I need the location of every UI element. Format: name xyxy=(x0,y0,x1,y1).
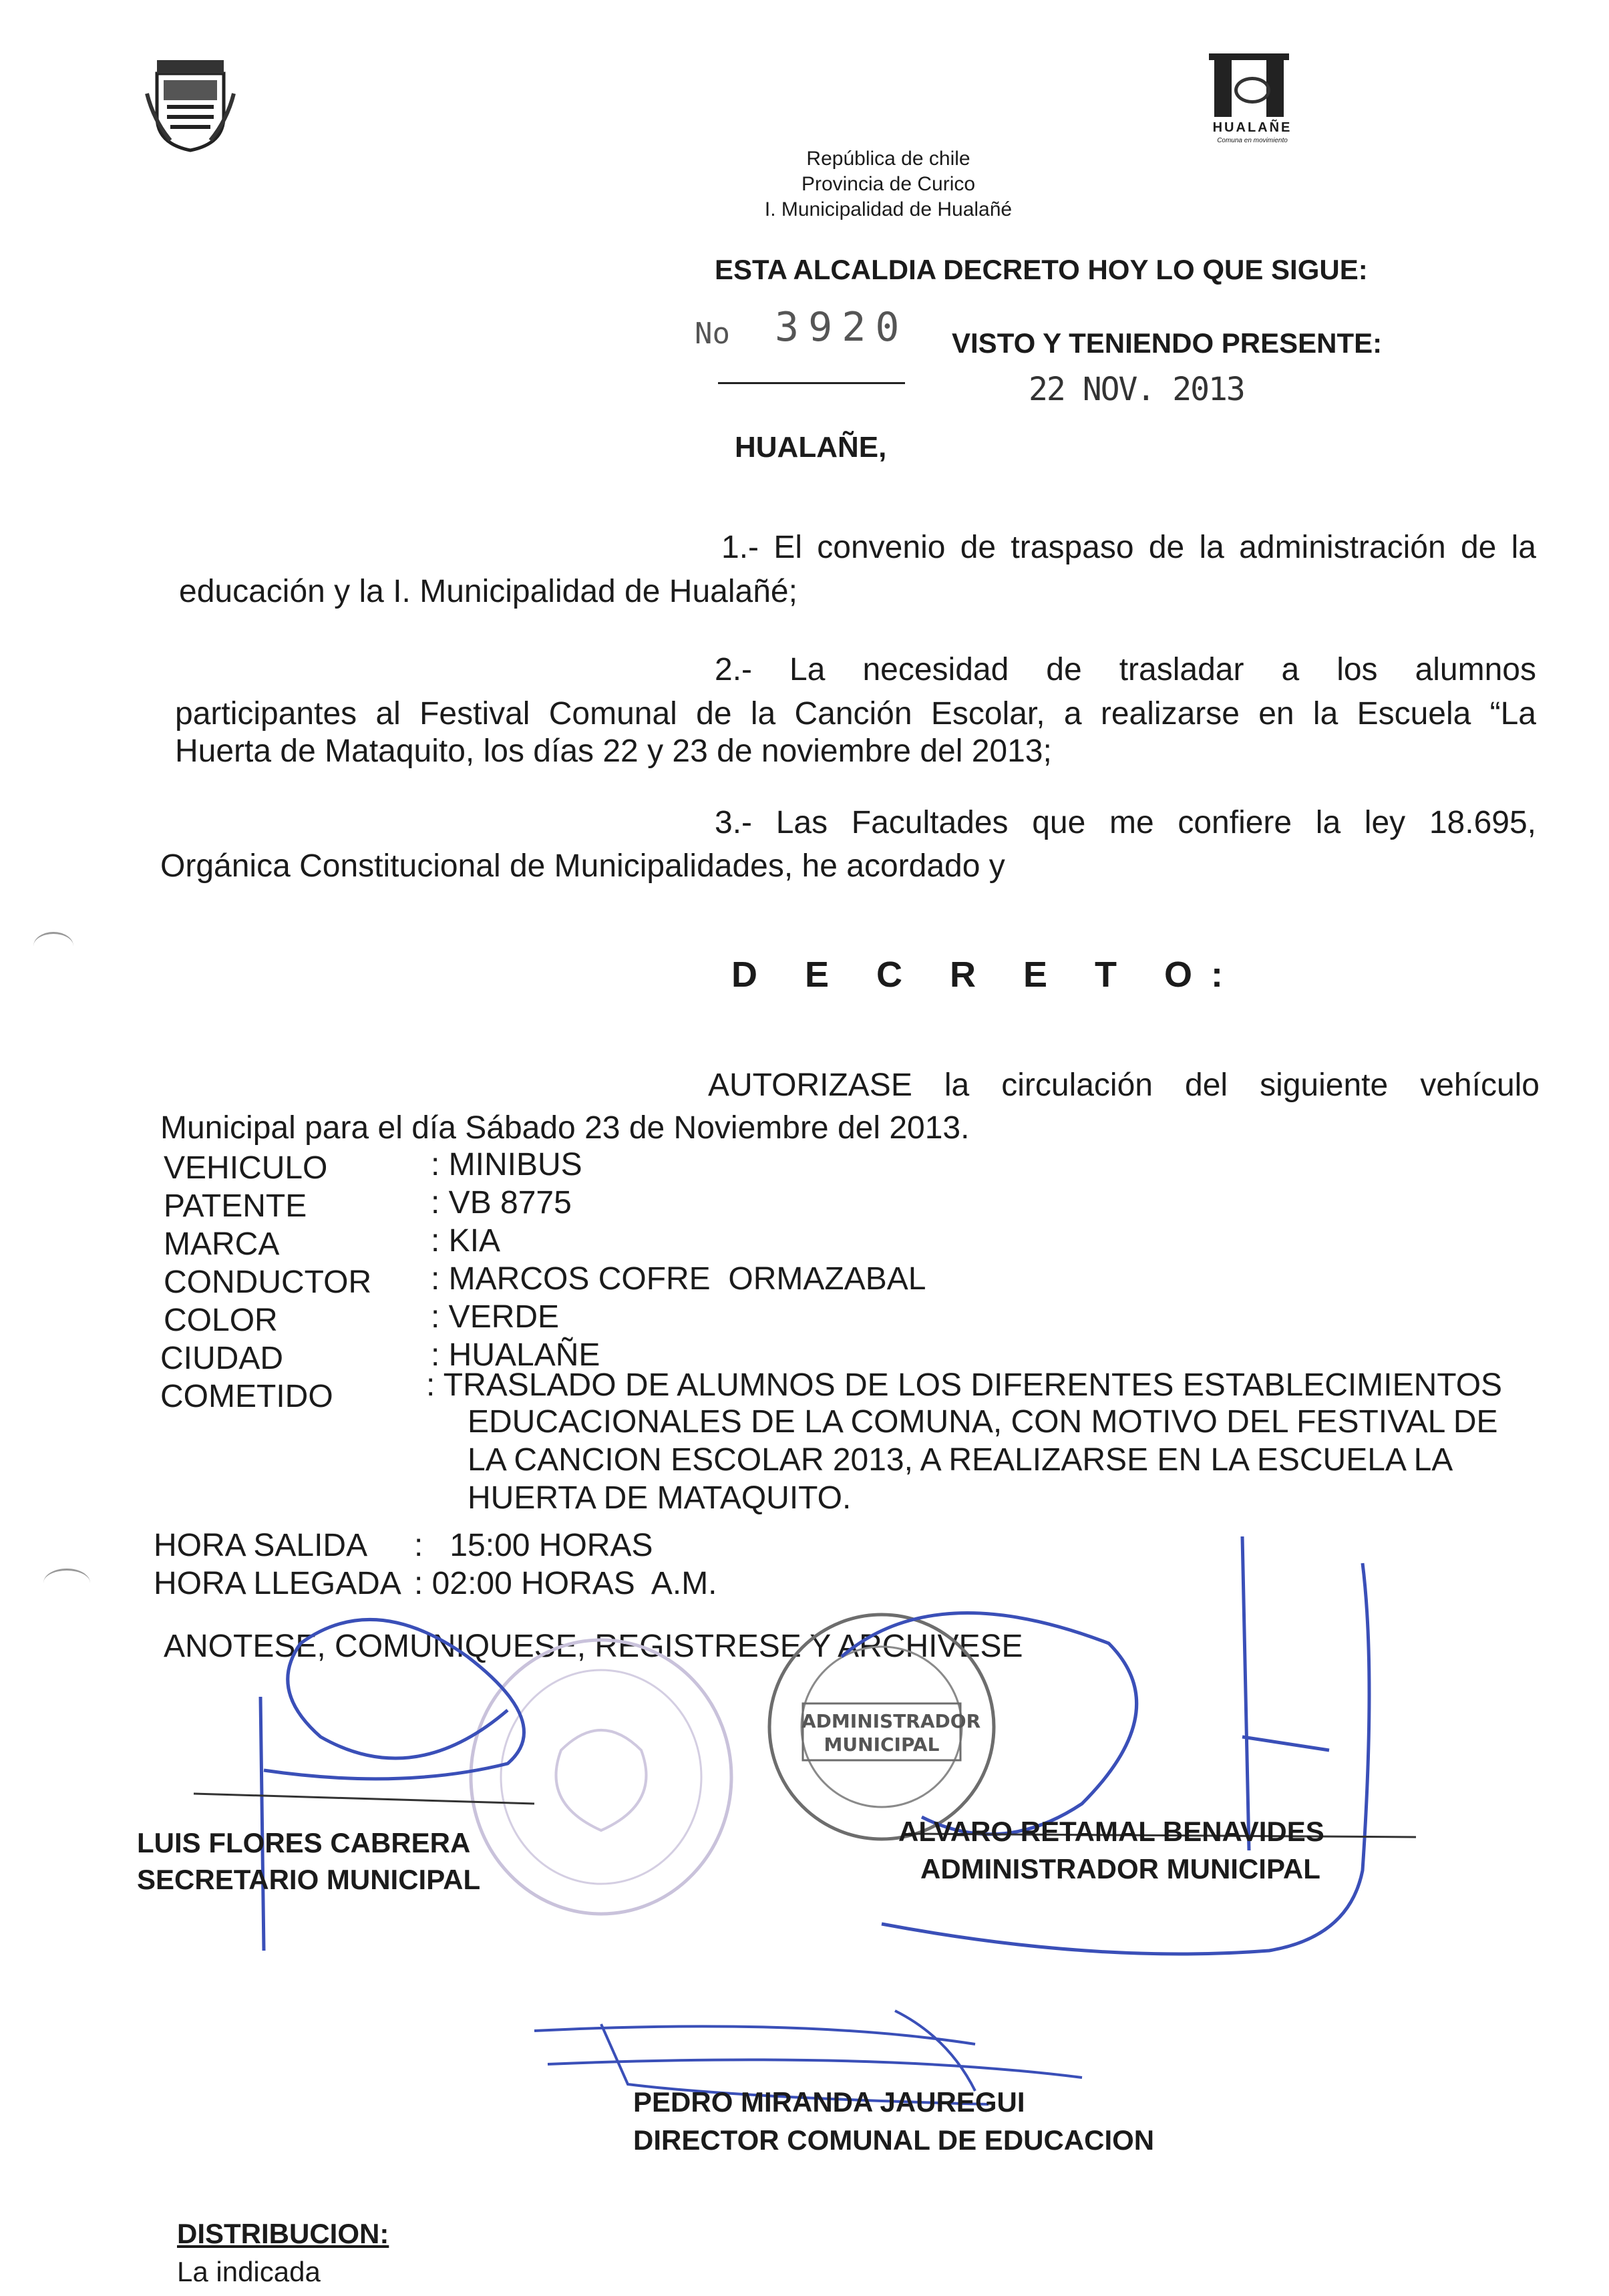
considerando-2-cont-1: participantes al Festival Comunal de la Canción Escolar, a realizarse en la Escuela “La xyxy=(175,696,1536,731)
margin-mark xyxy=(33,932,73,961)
cometido-cont-3: HUERTA DE MATAQUITO. xyxy=(468,1480,852,1516)
visto-heading: VISTO Y TENIENDO PRESENTE: xyxy=(952,327,1383,359)
decree-number-prefix: No xyxy=(695,317,730,351)
secretario-name: LUIS FLORES CABRERA xyxy=(137,1827,471,1858)
color-value: : VERDE xyxy=(431,1299,560,1335)
authorization-first: AUTORIZASE la circulación del siguiente vehículo xyxy=(708,1068,1540,1103)
director-name: PEDRO MIRANDA JAUREGUI xyxy=(633,2086,1025,2118)
conductor-label: CONDUCTOR xyxy=(164,1265,372,1300)
patente-value: : VB 8775 xyxy=(431,1185,572,1220)
ciudad-label: CIUDAD xyxy=(160,1341,284,1376)
administrador-name: ALVARO RETAMAL BENAVIDES xyxy=(898,1816,1324,1847)
municipal-seal-stamp xyxy=(461,1630,741,1924)
hora-llegada-label: HORA LLEGADA xyxy=(154,1566,401,1601)
header-province: Provincia de Curico xyxy=(801,173,976,195)
closing-formula: ANOTESE, COMUNIQUESE, REGISTRESE Y ARCHIVESE xyxy=(164,1629,1023,1664)
vehicle-label: VEHICULO xyxy=(164,1150,328,1186)
hora-salida-value: : 15:00 HORAS xyxy=(414,1528,653,1563)
decree-heading: ESTA ALCALDIA DECRETO HOY LO QUE SIGUE: xyxy=(715,254,1368,285)
coat-of-arms-emblem xyxy=(140,53,240,154)
considerando-1-cont: educación y la I. Municipalidad de Hualañé; xyxy=(179,574,797,609)
conductor-value: : MARCOS COFRE ORMAZABAL xyxy=(431,1261,926,1297)
vehicle-value: : MINIBUS xyxy=(431,1147,582,1182)
considerando-2-first: 2.- La necesidad de trasladar a los alumnos xyxy=(715,652,1536,687)
color-label: COLOR xyxy=(164,1303,278,1338)
place-heading: HUALAÑE, xyxy=(735,431,887,464)
patente-label: PATENTE xyxy=(164,1188,307,1224)
decree-number: 3920 xyxy=(775,304,909,351)
secretario-title: SECRETARIO MUNICIPAL xyxy=(137,1864,481,1895)
authorization-second: Municipal para el día Sábado 23 de Noviembre del 2013. xyxy=(160,1110,970,1146)
administrador-title: ADMINISTRADOR MUNICIPAL xyxy=(920,1853,1320,1884)
marca-value: : KIA xyxy=(431,1223,501,1259)
logo-h-mark xyxy=(1209,53,1289,117)
hora-llegada-value: : 02:00 HORAS A.M. xyxy=(414,1566,717,1601)
margin-mark xyxy=(43,1569,90,1597)
header-municipality: I. Municipalidad de Hualañé xyxy=(764,198,1013,220)
cometido-label: COMETIDO xyxy=(160,1379,333,1414)
logo-name: HUALAÑE xyxy=(1212,120,1292,135)
ciudad-value: : HUALAÑE xyxy=(431,1337,600,1373)
marca-label: MARCA xyxy=(164,1226,280,1262)
hualane-logo xyxy=(1202,53,1302,154)
cometido-cont-1: EDUCACIONALES DE LA COMUNA, CON MOTIVO DEL FESTIVAL DE xyxy=(468,1404,1498,1440)
decree-number-underline xyxy=(718,382,905,384)
stamp-admin-line1: ADMINISTRADOR xyxy=(801,1710,981,1732)
considerando-3-cont: Orgánica Constitucional de Municipalidades, he acordado y xyxy=(160,848,1005,884)
decreto-title: D E C R E T O: xyxy=(731,955,1242,995)
distribution-item: La indicada xyxy=(177,2256,321,2287)
cometido-value: : TRASLADO DE ALUMNOS DE LOS DIFERENTES ESTABLECIMIENTOS xyxy=(426,1367,1503,1403)
considerando-2-cont-2: Huerta de Mataquito, los días 22 y 23 de noviembre del 2013; xyxy=(175,733,1052,769)
header-republic: República de chile xyxy=(806,148,970,170)
hora-salida-label: HORA SALIDA xyxy=(154,1528,368,1563)
considerando-3-first: 3.- Las Facultades que me confiere la ley 18.695, xyxy=(715,805,1536,840)
date-stamp: 22 NOV. 2013 xyxy=(1029,371,1244,408)
director-title: DIRECTOR COMUNAL DE EDUCACION xyxy=(633,2124,1155,2156)
distribution-title: DISTRIBUCION: xyxy=(177,2218,389,2249)
stamp-admin-line2: MUNICIPAL xyxy=(824,1734,940,1756)
logo-tagline: Comuna en movimiento xyxy=(1217,137,1288,144)
cometido-cont-2: LA CANCION ESCOLAR 2013, A REALIZARSE EN LA ESCUELA LA xyxy=(468,1442,1453,1478)
administrador-stamp xyxy=(761,1607,1002,1847)
considerando-1-first: 1.- El convenio de traspaso de la administración de la xyxy=(721,530,1536,565)
